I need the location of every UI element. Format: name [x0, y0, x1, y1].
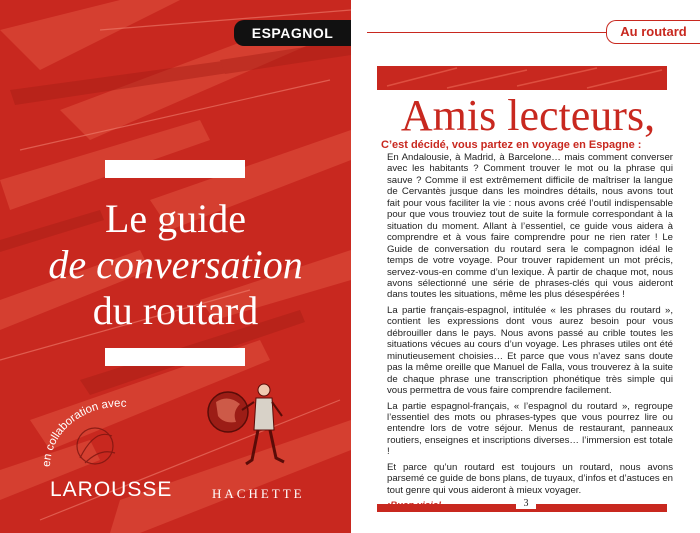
paragraph: La partie français-espagnol, intitulée « les phrases du routard », contient les expressions dont vous aurez besoin pour vous débrouiller dans le pays. Nous avons passé au crible toutes les situations vécues au cours d’un voyage. Les phrases utiles ont été minutieusement choisies… Et parce que vous n’avez sans doute pas la même oreille que Manuel de Falla, vous trouverez à la suite de chaque phrase une transcription phonétique très simple qui vous permettra de vous faire comprendre facilement.	[387, 304, 673, 397]
collaboration-text: en collaboration avec	[40, 397, 127, 468]
header-rule	[367, 32, 617, 33]
title-bottom-bar	[105, 348, 245, 366]
collaboration-arc-text	[40, 395, 180, 475]
larousse-wordmark: LAROUSSE	[50, 478, 173, 501]
cover-title-line3: du routard	[92, 288, 259, 333]
body-text	[387, 152, 673, 516]
publisher-name: HACHETTE	[212, 486, 305, 501]
lead-sentence: C’est décidé, vous partez en voyage en Espagne :	[381, 139, 642, 151]
page-number: 3	[516, 498, 536, 509]
paragraph: Et parce qu’un routard est toujours un routard, nous avons parsemé ce guide de bons plans, de tuyaux, d’infos et d’astuces en tout genre qui vous aideront à mieux voyager.	[387, 461, 673, 496]
cover-title	[0, 196, 351, 334]
language-tab: ESPAGNOL	[234, 20, 351, 46]
paragraph: La partie espagnol-français, « l’espagnol du routard », regroupe l’essentiel des mots ou phrases-types que vous pourrez lire ou entendre lors de votre séjour. Menus de restaurant, panneaux routiers, enseignes et inscriptions diverses… l’immersion est totale !	[387, 400, 673, 458]
cover-title-line1: Le guide	[104, 196, 247, 241]
page-heading: Amis lecteurs,	[400, 91, 656, 140]
paragraph: En Andalousie, à Madrid, à Barcelone… mais comment converser avec les habitants ? Comment trouver le mot ou la phrase qui sauve ? Comme il est extrêmement difficile de maîtriser la langue de Cervantès jusque dans les moindres détails, nous avons tout fait pour vous faciliter la vie : nous avons créé l’outil indispensable pour que vous trouviez tout de suite la formule correspondant à la situation du moment. Allant à l’essentiel, ce guide vous aidera à comprendre et à vous faire comprendre pour ne rien rater ! Le Guide de conversation du routard sera le compagnon idéal le temps de votre voyage. Pour trouver rapidement un mot précis, servez-vous-en comme d’un lexique. À partir de chaque mot, nous avons sélectionné une série de phrases-clés qui vous aideront dans toutes les situations, même les plus désespérées !	[387, 152, 673, 301]
header-brush-band	[377, 66, 667, 90]
svg-text:en collaboration avec	[41, 398, 127, 468]
section-badge: Au routard	[606, 20, 700, 44]
cover-title-line2: de conversation	[48, 242, 303, 287]
intro-page	[351, 0, 700, 533]
title-top-bar	[105, 160, 245, 178]
traveler-illustration	[206, 372, 296, 472]
